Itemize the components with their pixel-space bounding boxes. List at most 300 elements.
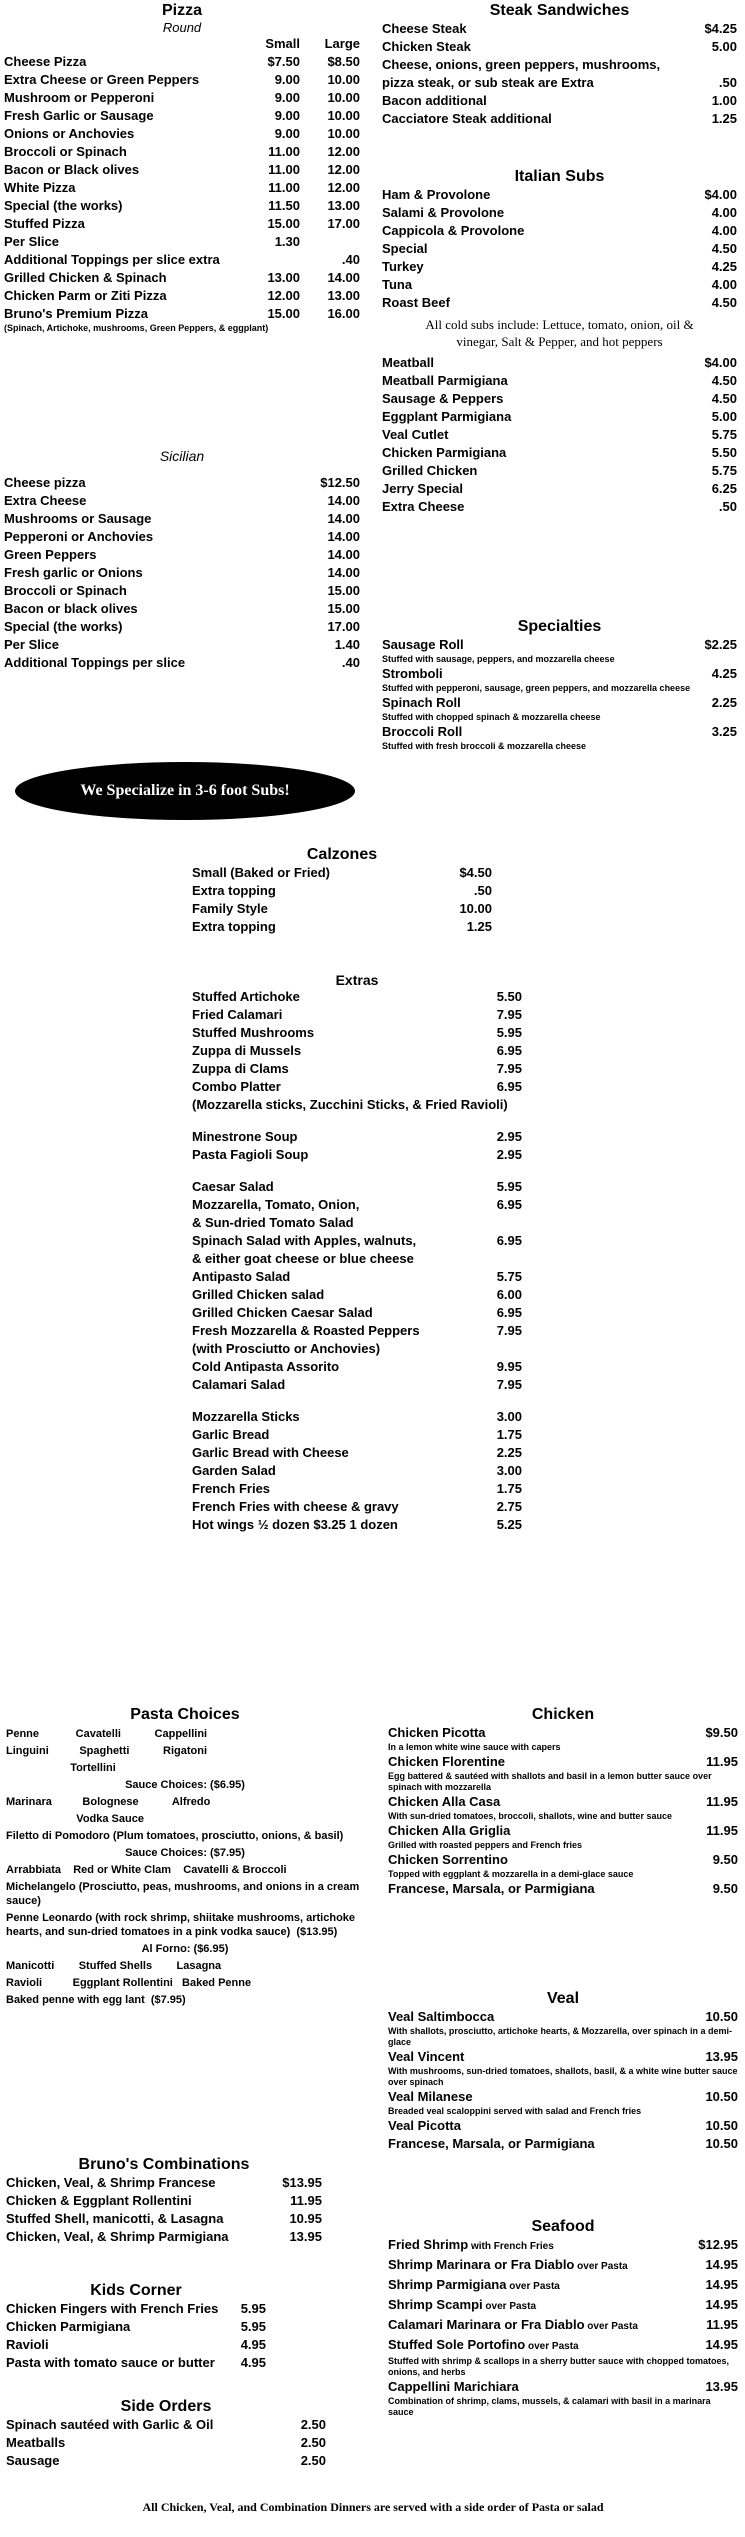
italian-title: Italian Subs (514, 168, 605, 185)
item-price: 4.50 (711, 295, 737, 310)
item-name: Ravioli (6, 2337, 49, 2352)
salad-item (192, 1286, 522, 1304)
side-section (6, 2398, 326, 2470)
item-price: $13.95 (282, 2175, 322, 2190)
item-name: Fried Shrimp with French Fries (388, 2237, 554, 2252)
item-price: 5.95 (496, 1025, 522, 1040)
item-name: Stuffed Pizza (4, 216, 85, 231)
pizza-item (4, 251, 360, 269)
steak-list (382, 20, 737, 128)
item-price: 13.00 (327, 288, 360, 303)
steak-item (382, 38, 737, 56)
pasta-title: Pasta Choices (130, 1706, 240, 1723)
item-price: 6.95 (496, 1305, 522, 1320)
item-name: Spinach Roll (382, 695, 461, 710)
item-price: 7.95 (496, 1377, 522, 1392)
pizza-item (4, 233, 360, 251)
steak-title: Steak Sandwiches (489, 2, 630, 19)
item-name: Chicken Parmigiana (382, 445, 507, 460)
item-name: Extra Cheese (4, 493, 87, 508)
item-name: Chicken Alla Griglia (388, 1823, 511, 1838)
item-price: $7.50 (267, 54, 300, 69)
item-name: Salami & Provolone (382, 205, 505, 220)
chicken-item (388, 1753, 738, 1771)
steak-item (382, 56, 737, 74)
veal-item (388, 2135, 738, 2153)
steak-item (382, 92, 737, 110)
item-price: 11.00 (268, 144, 300, 159)
item-name: Broccoli Roll (382, 724, 463, 739)
item-price: .40 (341, 655, 360, 670)
item-name: French Fries with cheese & gravy (192, 1499, 399, 1514)
item-name: Garlic Bread with Cheese (192, 1445, 349, 1460)
specialty-item (382, 636, 737, 654)
item-name: Spinach Salad with Apples, walnuts, (192, 1233, 417, 1248)
item-price: 1.25 (711, 111, 737, 126)
item-name: Spinach sautéed with Garlic & Oil (6, 2417, 214, 2432)
pizza-item (4, 71, 360, 89)
item-name: Family Style (192, 901, 268, 916)
item-name: Special (the works) (4, 619, 123, 634)
item-price: 14.00 (327, 529, 360, 544)
hot-sub-item (382, 498, 737, 516)
item-name: Additional Toppings per slice (4, 655, 186, 670)
hot-sub-item (382, 354, 737, 372)
item-price: 10.00 (327, 72, 360, 87)
item-price: 3.00 (496, 1463, 522, 1478)
item-price: 4.25 (711, 259, 737, 274)
veal-item (388, 2117, 738, 2135)
hot-sub-item (382, 390, 737, 408)
item-name: Extra topping (192, 919, 276, 934)
sub-item (382, 276, 737, 294)
chicken-item (388, 1724, 738, 1742)
item-name: Fresh Mozzarella & Roasted Peppers (192, 1323, 420, 1338)
item-name: Pasta Fagioli Soup (192, 1147, 309, 1162)
item-price: 5.95 (240, 2319, 266, 2334)
item-price: $9.50 (705, 1725, 738, 1740)
item-price: 10.00 (327, 90, 360, 105)
item-name: Cheese pizza (4, 475, 86, 490)
item-price: 11.00 (268, 162, 300, 177)
item-detail: over Pasta (574, 2261, 628, 2272)
item-name: Chicken, Veal, & Shrimp Parmigiana (6, 2229, 229, 2244)
side-title: Side Orders (120, 2398, 212, 2415)
item-price: 13.95 (705, 2049, 738, 2064)
item-price: 7.95 (496, 1007, 522, 1022)
item-name: pizza steak, or sub steak are Extra (382, 75, 594, 90)
item-name: Per Slice (4, 234, 59, 249)
veal-item (388, 2048, 738, 2066)
pasta-line: Filetto di Pomodoro (Plum tomatoes, prosciutto, onions, & basil) (6, 1830, 344, 1842)
item-price: 5.75 (711, 427, 737, 442)
item-price: 1.25 (466, 919, 492, 934)
item-name: Meatball Parmigiana (382, 373, 508, 388)
item-name: Roast Beef (382, 295, 450, 310)
specialty-item (382, 694, 737, 712)
side-item (6, 2452, 326, 2470)
calzones-section (192, 846, 492, 936)
item-name: Pasta with tomato sauce or butter (6, 2355, 215, 2370)
item-price: 1.40 (334, 637, 360, 652)
item-name: Fresh Garlic or Sausage (4, 108, 154, 123)
item-name: Small (Baked or Fried) (192, 865, 330, 880)
sicilian-item (4, 582, 360, 600)
pasta-line: Arrabbiata Red or White Clam Cavatelli & Broccoli (6, 1864, 287, 1876)
item-name: Veal Milanese (388, 2089, 473, 2104)
extras-sides (192, 1408, 522, 1534)
item-price: .50 (718, 75, 737, 90)
item-price: 10.00 (327, 126, 360, 141)
item-price: 7.95 (496, 1061, 522, 1076)
item-price: 12.00 (327, 162, 360, 177)
side-extra-item (192, 1498, 522, 1516)
chicken-item (388, 1822, 738, 1840)
steak-section (382, 2, 737, 128)
item-price: 14.00 (327, 493, 360, 508)
item-note: With sun-dried tomatoes, broccoli, shallots, wine and butter sauce (388, 1811, 672, 1821)
sicilian-item (4, 636, 360, 654)
item-name: Stuffed Shell, manicotti, & Lasagna (6, 2211, 224, 2226)
hot-sub-item (382, 480, 737, 498)
item-price: 11.50 (268, 198, 300, 213)
item-name: Meatball (382, 355, 435, 370)
item-price: 2.25 (711, 695, 737, 710)
salad-item (192, 1232, 522, 1250)
hot-subs-list (382, 354, 737, 516)
item-name: Cheese, onions, green peppers, mushrooms, (382, 57, 661, 72)
item-price: 4.00 (711, 223, 737, 238)
steak-item (382, 20, 737, 38)
item-price: 5.50 (496, 989, 522, 1004)
side-extra-item (192, 1516, 522, 1534)
item-price: 9.00 (274, 72, 300, 87)
item-note: Stuffed with chopped spinach & mozzarella cheese (382, 712, 601, 722)
veal-item (388, 2088, 738, 2106)
sicilian-item (4, 492, 360, 510)
extras-section (192, 972, 522, 1534)
item-price: 5.25 (496, 1517, 522, 1532)
item-name: Eggplant Parmigiana (382, 409, 512, 424)
side-item (6, 2434, 326, 2452)
seafood-item (388, 2236, 738, 2256)
item-name: Bruno's Premium Pizza (4, 306, 148, 321)
kids-item (6, 2354, 266, 2372)
item-price: .50 (718, 499, 737, 514)
item-name: Chicken Alla Casa (388, 1794, 501, 1809)
item-name: Shrimp Marinara or Fra Diablo over Pasta (388, 2257, 628, 2272)
item-name: Mushrooms or Sausage (4, 511, 152, 526)
item-name: Combo Platter (192, 1079, 281, 1094)
item-price: $4.50 (459, 865, 492, 880)
kids-title: Kids Corner (90, 2282, 182, 2299)
item-name: Meatballs (6, 2435, 66, 2450)
item-name: Sausage Roll (382, 637, 464, 652)
item-name: Shrimp Parmigiana over Pasta (388, 2277, 560, 2292)
pasta-line: Linguini Spaghetti Rigatoni (6, 1745, 208, 1757)
calzones-list (192, 864, 492, 936)
pasta-line: Penne Cavatelli Cappellini (6, 1728, 208, 1740)
item-name: Cold Antipasta Assorito (192, 1359, 340, 1374)
item-price: 2.50 (300, 2435, 326, 2450)
side-list (6, 2416, 326, 2470)
item-name: & either goat cheese or blue cheese (192, 1251, 414, 1266)
salad-item (192, 1340, 522, 1358)
item-price: 14.95 (705, 2297, 738, 2312)
pizza-item (4, 107, 360, 125)
item-price: 4.00 (711, 277, 737, 292)
salad-item (192, 1214, 522, 1232)
item-price: $2.25 (704, 637, 737, 652)
side-item (6, 2416, 326, 2434)
pasta-line: Marinara Bolognese Alfredo (6, 1796, 211, 1808)
item-name: Additional Toppings per slice extra (4, 252, 220, 267)
item-price: 4.95 (240, 2337, 266, 2352)
item-name: Caesar Salad (192, 1179, 274, 1194)
pizza-item (4, 215, 360, 233)
pizza-subtitle: Round (162, 20, 202, 35)
item-name: Green Peppers (4, 547, 97, 562)
chicken-section (388, 1706, 738, 1898)
pasta-line: Vodka Sauce (6, 1813, 144, 1825)
sub-item (382, 204, 737, 222)
item-name: Extra Cheese or Green Peppers (4, 72, 200, 87)
chicken-item (388, 1851, 738, 1869)
item-note: In a lemon white wine sauce with capers (388, 1742, 561, 1752)
pizza-item (4, 143, 360, 161)
item-name: Tuna (382, 277, 413, 292)
item-price: 2.75 (496, 1499, 522, 1514)
item-price: 11.95 (706, 1823, 738, 1838)
item-price: 14.95 (705, 2277, 738, 2292)
veal-list (388, 2008, 738, 2153)
calzone-item (192, 864, 492, 882)
item-name: (Mozzarella sticks, Zucchini Sticks, & Fried Ravioli) (192, 1097, 508, 1112)
item-name: Jerry Special (382, 481, 463, 496)
item-price: 3.25 (711, 724, 737, 739)
salad-item (192, 1376, 522, 1394)
item-note: Breaded veal scaloppini served with salad and French fries (388, 2106, 642, 2116)
extra-item (192, 1006, 522, 1024)
item-price: 15.00 (327, 601, 360, 616)
kids-item (6, 2336, 266, 2354)
footer-note: All Chicken, Veal, and Combination Dinners are served with a side order of Pasta or salad (142, 2500, 604, 2514)
item-detail: over Pasta (584, 2321, 638, 2332)
side-extra-item (192, 1462, 522, 1480)
item-price: 9.95 (496, 1359, 522, 1374)
item-price: 5.75 (496, 1269, 522, 1284)
item-price: 2.50 (300, 2417, 326, 2432)
item-price: 6.25 (711, 481, 737, 496)
item-name: Chicken Parmigiana (6, 2319, 131, 2334)
sicilian-section (4, 448, 360, 672)
calzone-item (192, 918, 492, 936)
item-name: Sausage & Peppers (382, 391, 504, 406)
seafood-item (388, 2316, 738, 2336)
item-price: $4.25 (704, 21, 737, 36)
item-price: 9.00 (274, 90, 300, 105)
salad-item (192, 1322, 522, 1340)
pasta-line: Tortellini (6, 1762, 116, 1774)
item-name: Ham & Provolone (382, 187, 491, 202)
sub-item (382, 294, 737, 312)
item-detail: over Pasta (525, 2341, 579, 2352)
item-name: Stuffed Artichoke (192, 989, 300, 1004)
kids-item (6, 2300, 266, 2318)
item-name: French Fries (192, 1481, 271, 1496)
item-name: Chicken Steak (382, 39, 471, 54)
cold-subs-note: All cold subs include: Lettuce, tomato, onion, oil & vinegar, Salt & Pepper, and hot peppers (425, 317, 694, 349)
hot-sub-item (382, 372, 737, 390)
item-price: 14.00 (327, 511, 360, 526)
kids-section (6, 2282, 266, 2372)
item-name: Fresh garlic or Onions (4, 565, 143, 580)
item-name: (with Prosciutto or Anchovies) (192, 1341, 381, 1356)
item-price: $8.50 (327, 54, 360, 69)
chicken-title: Chicken (531, 1706, 595, 1723)
extras-salads (192, 1178, 522, 1394)
item-name: Bacon or Black olives (4, 162, 140, 177)
pizza-item (4, 197, 360, 215)
pasta-line: Al Forno: ($6.95) (141, 1943, 229, 1955)
item-price: 14.95 (705, 2337, 738, 2352)
item-name: Grilled Chicken Caesar Salad (192, 1305, 373, 1320)
item-price: 6.00 (496, 1287, 522, 1302)
item-detail: with French Fries (468, 2241, 554, 2252)
item-name: Chicken & Eggplant Rollentini (6, 2193, 192, 2208)
sicilian-item (4, 618, 360, 636)
item-price: 3.00 (496, 1409, 522, 1424)
item-price: 7.95 (496, 1323, 522, 1338)
pizza-item (4, 305, 360, 323)
sicilian-item (4, 474, 360, 492)
pasta-line: Sauce Choices: ($7.95) (125, 1847, 245, 1859)
item-price: 5.50 (711, 445, 737, 460)
item-name: Veal Vincent (388, 2049, 465, 2064)
combination-item (6, 2228, 322, 2246)
item-price: $12.95 (698, 2237, 738, 2252)
item-name: Cacciatore Steak additional (382, 111, 552, 126)
combinations-section (6, 2156, 322, 2246)
salad-item (192, 1358, 522, 1376)
hot-sub-item (382, 408, 737, 426)
item-name: Bacon or black olives (4, 601, 138, 616)
extra-item (192, 1078, 522, 1096)
chicken-item (388, 1793, 738, 1811)
item-price: 11.95 (706, 2317, 738, 2332)
item-name: Cheese Pizza (4, 54, 87, 69)
item-price: 11.00 (268, 180, 300, 195)
item-name: Mushroom or Pepperoni (4, 90, 155, 105)
item-price: 5.95 (496, 1179, 522, 1194)
item-price: 15.00 (267, 306, 300, 321)
item-note: Combination of shrimp, clams, mussels, & calamari with basil in a marinara sauce (388, 2396, 711, 2417)
item-note: Topped with eggplant & mozzarella in a demi-glace sauce (388, 1869, 634, 1879)
pasta-line: Baked penne with egg lant ($7.95) (6, 1994, 186, 2006)
hot-sub-item (382, 462, 737, 480)
item-name: Fried Calamari (192, 1007, 283, 1022)
item-name: Chicken Parm or Ziti Pizza (4, 288, 167, 303)
item-name: Stuffed Mushrooms (192, 1025, 315, 1040)
kids-item (6, 2318, 266, 2336)
item-name: Grilled Chicken salad (192, 1287, 325, 1302)
sicilian-list (4, 474, 360, 672)
steak-item (382, 110, 737, 128)
item-name: Bacon additional (382, 93, 487, 108)
pizza-item (4, 179, 360, 197)
item-name: Stuffed Sole Portofino over Pasta (388, 2337, 579, 2352)
item-note: Stuffed with shrimp & scallops in a sherry butter sauce with chopped tomatoes, onions, and herbs (388, 2356, 730, 2377)
item-price: 2.25 (496, 1445, 522, 1460)
item-price: 11.95 (290, 2193, 322, 2208)
chicken-item (388, 1880, 738, 1898)
steak-item (382, 74, 737, 92)
item-price: 6.95 (496, 1197, 522, 1212)
item-note: Egg battered & sautéed with shallots and basil in a lemon butter sauce over spinach with mozzarella (388, 1771, 712, 1792)
item-price: 13.95 (289, 2229, 322, 2244)
sub-item (382, 186, 737, 204)
item-note: With shallots, prosciutto, artichoke hearts, & Mozzarella, over spinach in a demi-glace (388, 2026, 732, 2047)
item-name: Hot wings ½ dozen $3.25 1 dozen (192, 1517, 398, 1532)
item-name: Garden Salad (192, 1463, 276, 1478)
item-name: Veal Picotta (388, 2118, 461, 2133)
item-price: 10.50 (705, 2089, 738, 2104)
pasta-list (6, 1727, 364, 2007)
item-name: Chicken, Veal, & Shrimp Francese (6, 2175, 216, 2190)
item-name: Onions or Anchovies (4, 126, 135, 141)
item-price: .40 (341, 252, 360, 267)
pasta-line: Michelangelo (Prosciutto, peas, mushrooms, and onions in a cream sauce) (6, 1881, 363, 1907)
item-name: Broccoli or Spinach (4, 583, 127, 598)
item-name: White Pizza (4, 180, 76, 195)
item-name: Sausage (6, 2453, 60, 2468)
pasta-line: Sauce Choices: ($6.95) (125, 1779, 245, 1791)
item-name: Calamari Salad (192, 1377, 286, 1392)
extra-item (192, 1042, 522, 1060)
item-price: 14.95 (705, 2257, 738, 2272)
item-name: Calamari Marinara or Fra Diablo over Pasta (388, 2317, 638, 2332)
salad-item (192, 1304, 522, 1322)
extra-item (192, 1024, 522, 1042)
item-name: Broccoli or Spinach (4, 144, 127, 159)
premium-note: (Spinach, Artichoke, mushrooms, Green Peppers, & eggplant) (4, 323, 269, 333)
item-price: 13.00 (267, 270, 300, 285)
side-extra-item (192, 1408, 522, 1426)
item-price: 5.00 (711, 39, 737, 54)
calzone-item (192, 882, 492, 900)
soup-item (192, 1146, 522, 1164)
calzones-title: Calzones (306, 846, 378, 863)
item-price: 1.75 (496, 1481, 522, 1496)
pasta-section (6, 1706, 364, 2007)
item-name: Chicken Picotta (388, 1725, 486, 1740)
item-price: 15.00 (327, 583, 360, 598)
item-name: Mozzarella, Tomato, Onion, (192, 1197, 360, 1212)
salad-item (192, 1196, 522, 1214)
item-name: Minestrone Soup (192, 1129, 298, 1144)
pasta-line: Penne Leonardo (with rock shrimp, shiitake mushrooms, artichoke hearts, and sun-dried tomatoes in a pink vodka sauce) ($13.95) (6, 1912, 359, 1938)
hot-sub-item (382, 426, 737, 444)
item-detail: over Pasta (482, 2301, 537, 2312)
italian-section (382, 168, 737, 516)
side-extra-item (192, 1444, 522, 1462)
item-price: 12.00 (327, 180, 360, 195)
item-price: $12.50 (320, 475, 360, 490)
pizza-title: Pizza (161, 2, 202, 19)
kids-list (6, 2300, 266, 2372)
specialties-list (382, 636, 737, 752)
extra-item (192, 988, 522, 1006)
